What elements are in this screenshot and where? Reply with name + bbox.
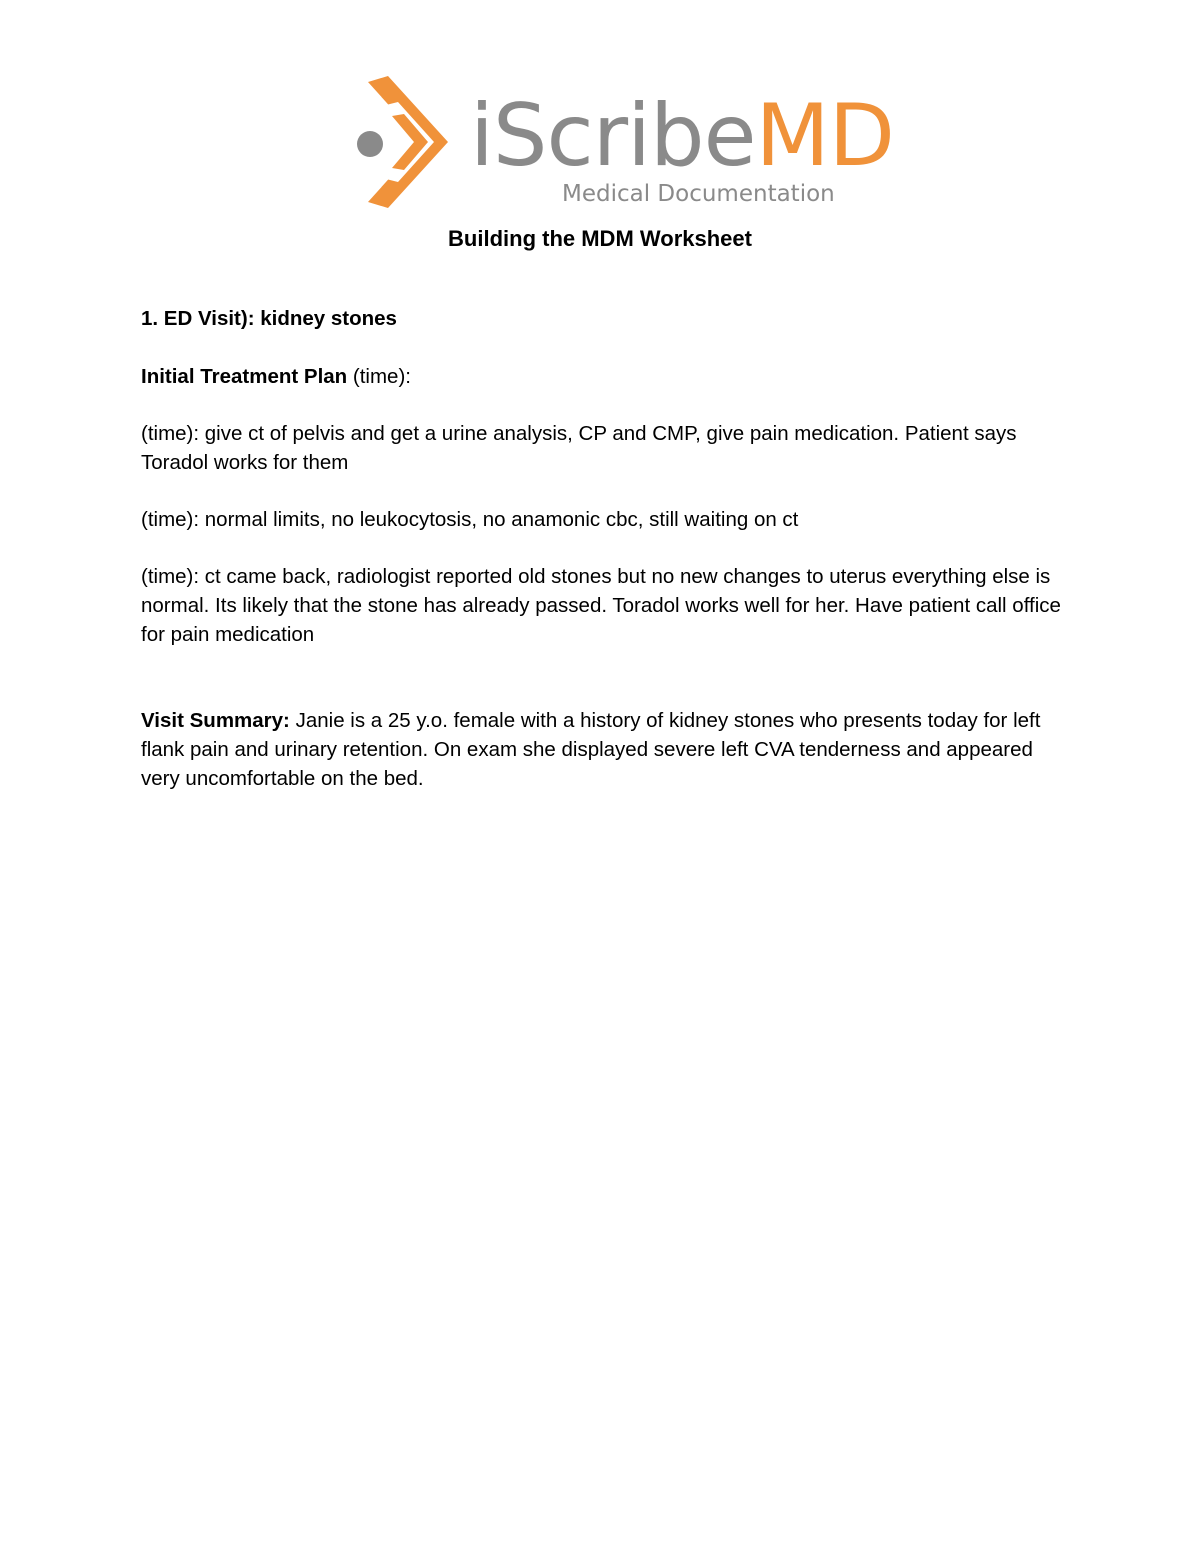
logo-tagline: Medical Documentation (562, 181, 835, 207)
plan-entry-2-text: normal limits, no leukocytosis, no anamonic cbc, still waiting on ct (199, 508, 799, 531)
plan-entry-2 (141, 505, 1061, 534)
treatment-plan-label: Initial Treatment Plan (141, 365, 348, 388)
plan-entry-2-time: (time): (141, 508, 200, 531)
treatment-plan-time: (time): (347, 365, 411, 388)
plan-entry-3-text: ct came back, radiologist reported old stones but no new changes to uterus everything else is normal. Its likely that the stone has already passed. Toradol works well for her. Have patient call office for pain medication (141, 565, 1061, 646)
logo-chevron-icon (352, 76, 456, 208)
visit-summary-label: Visit Summary: (141, 709, 290, 732)
iscribemd-logo (352, 76, 894, 212)
plan-entry-1-text: give ct of pelvis and get a urine analysis, CP and CMP, give pain medication. Patient says Toradol works for them (141, 422, 1017, 474)
treatment-plan-heading (141, 362, 1061, 391)
plan-entry-1-time: (time): (141, 422, 200, 445)
logo-wordmark-md: MD (755, 86, 894, 186)
visit-heading: 1. ED Visit): kidney stones (141, 307, 397, 330)
plan-entry-3 (141, 562, 1061, 649)
plan-entry-3-time: (time): (141, 565, 200, 588)
logo-wordmark (470, 86, 894, 186)
visit-summary-text: Janie is a 25 y.o. female with a history of kidney stones who presents today for left flank pain and urinary retention. On exam she displayed severe left CVA tenderness and appeared very uncomfortable on the bed. (141, 709, 1041, 790)
visit-summary (141, 706, 1061, 793)
plan-entry-1 (141, 419, 1061, 477)
document-title: Building the MDM Worksheet (448, 226, 752, 251)
logo-wordmark-iscribe: iScribe (470, 86, 756, 186)
